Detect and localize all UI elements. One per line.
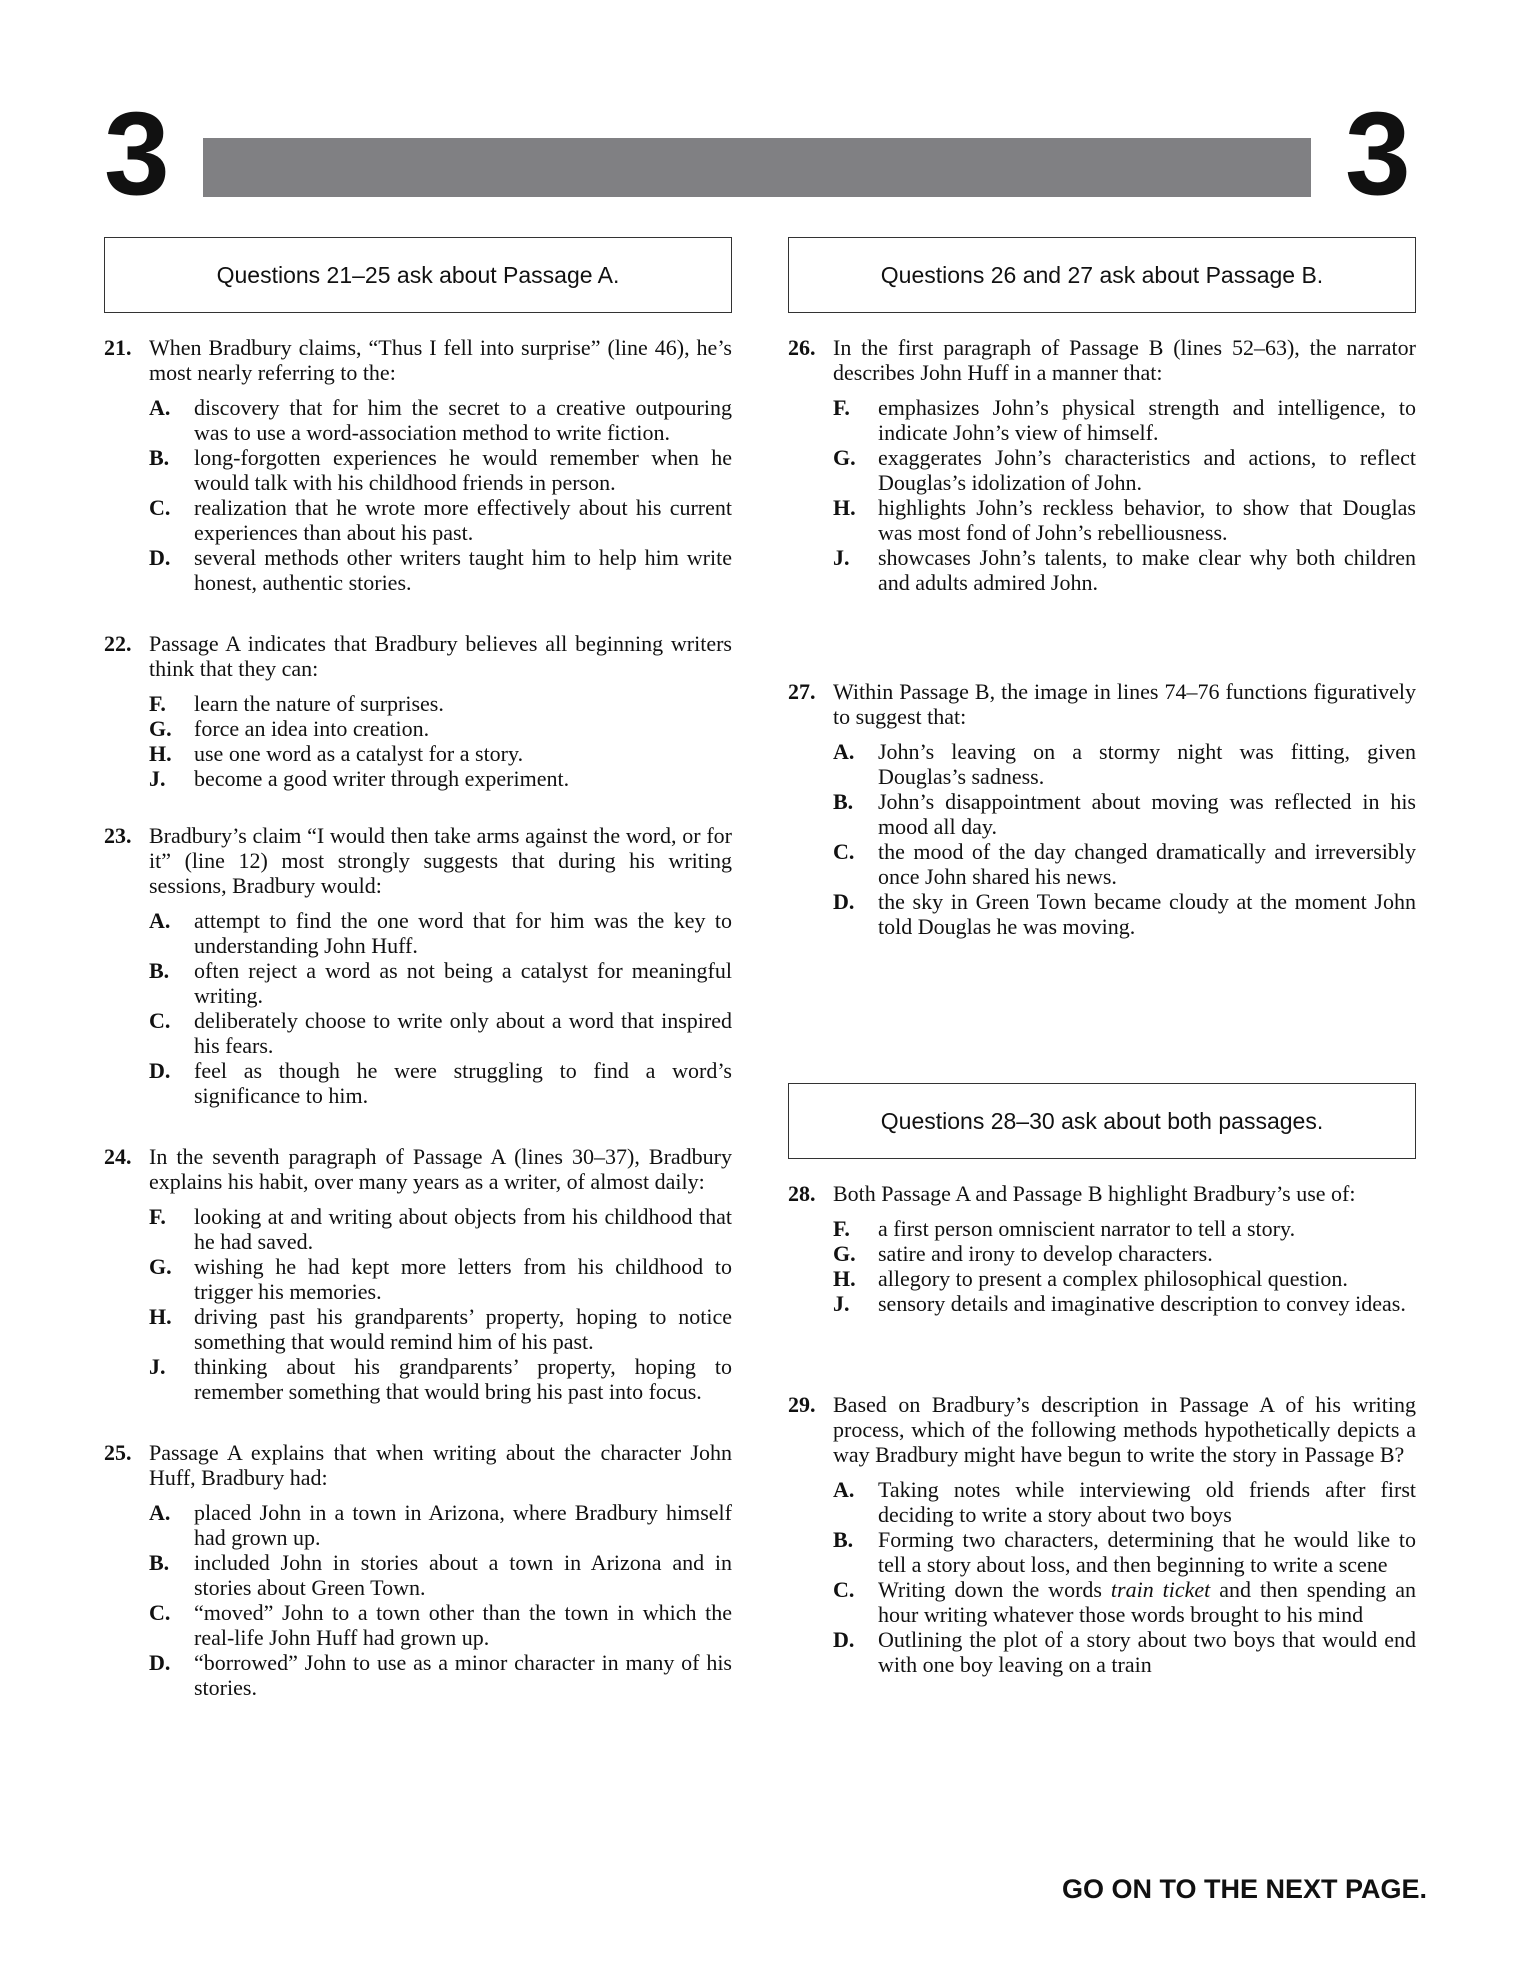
option-letter: B. (833, 1527, 854, 1552)
answer-option[interactable] (149, 1550, 732, 1600)
option-letter: A. (833, 1477, 855, 1502)
option-letter: H. (833, 1266, 856, 1291)
question-number: 27. (788, 679, 816, 704)
option-letter: C. (833, 839, 855, 864)
option-text: Forming two characters, determining that he would like to tell a story about loss, and then beginning to write a scene (878, 1527, 1416, 1577)
answer-option[interactable] (149, 766, 732, 791)
option-text: feel as though he were struggling to find a word’s significance to him. (194, 1058, 732, 1108)
option-text: use one word as a catalyst for a story. (194, 741, 524, 766)
option-text: wishing he had kept more letters from his childhood to trigger his memories. (194, 1254, 732, 1304)
option-letter: G. (149, 1254, 172, 1279)
option-text: become a good writer through experiment. (194, 766, 570, 791)
option-letter: B. (149, 958, 170, 983)
question-stem: Within Passage B, the image in lines 74–76 functions figuratively to suggest that: (833, 679, 1416, 729)
option-text: discovery that for him the secret to a creative outpouring was to use a word-association method to write fiction. (194, 395, 732, 445)
option-text: the sky in Green Town became cloudy at the moment John told Douglas he was moving. (878, 889, 1416, 939)
option-text: John’s disappointment about moving was reflected in his mood all day. (878, 789, 1416, 839)
option-letter: J. (149, 766, 166, 791)
option-letter: H. (833, 495, 856, 520)
question-26 (788, 335, 1416, 595)
question-number: 26. (788, 335, 816, 360)
passage-a-instructions-box: Questions 21–25 ask about Passage A. (104, 237, 732, 313)
answer-option[interactable] (149, 958, 732, 1008)
answer-option[interactable] (833, 395, 1416, 445)
answer-option[interactable] (833, 1216, 1416, 1241)
question-number: 21. (104, 335, 132, 360)
answer-option[interactable] (833, 495, 1416, 545)
option-letter: A. (149, 908, 171, 933)
option-text (878, 1577, 1416, 1627)
option-letter: B. (149, 1550, 170, 1575)
answer-option[interactable] (149, 1600, 732, 1650)
option-letter: F. (149, 691, 166, 716)
answer-option[interactable] (833, 889, 1416, 939)
passage-b-instructions-box: Questions 26 and 27 ask about Passage B. (788, 237, 1416, 313)
section-number-left: 3 (104, 88, 170, 220)
option-letter: F. (833, 395, 850, 420)
option-letter: A. (149, 395, 171, 420)
answer-option[interactable] (149, 1354, 732, 1404)
option-text: Outlining the plot of a story about two boys that would end with one boy leaving on a train (878, 1627, 1416, 1677)
answer-option[interactable] (149, 1204, 732, 1254)
option-text: a first person omniscient narrator to tell a story. (878, 1216, 1296, 1241)
question-23 (104, 823, 732, 1108)
option-text: Taking notes while interviewing old friends after first deciding to write a story about two boys (878, 1477, 1416, 1527)
answer-option[interactable] (149, 445, 732, 495)
answer-option[interactable] (833, 1241, 1416, 1266)
answer-option[interactable] (833, 1627, 1416, 1677)
option-letter: D. (149, 1650, 171, 1675)
option-letter: H. (149, 1304, 172, 1329)
option-letter: G. (149, 716, 172, 741)
option-letter: C. (149, 1600, 171, 1625)
question-stem: In the first paragraph of Passage B (lines 52–63), the narrator describes John Huff in a manner that: (833, 335, 1416, 385)
question-number: 28. (788, 1181, 816, 1206)
option-text: looking at and writing about objects from his childhood that he had saved. (194, 1204, 732, 1254)
answer-option[interactable] (149, 716, 732, 741)
answer-option[interactable] (833, 839, 1416, 889)
question-stem: Both Passage A and Passage B highlight Bradbury’s use of: (833, 1181, 1356, 1206)
answer-option[interactable] (833, 545, 1416, 595)
option-text: attempt to find the one word that for him was the key to understanding John Huff. (194, 908, 732, 958)
answer-option[interactable] (833, 789, 1416, 839)
right-column (788, 237, 1416, 1677)
option-letter: J. (833, 1291, 850, 1316)
answer-option[interactable] (149, 741, 732, 766)
option-text: the mood of the day changed dramatically and irreversibly once John shared his news. (878, 839, 1416, 889)
question-stem: Based on Bradbury’s description in Passage A of his writing process, which of the following methods hypothetically depicts a way Bradbury might have begun to write the story in Passage B? (833, 1392, 1416, 1467)
question-number: 23. (104, 823, 132, 848)
answer-option[interactable] (149, 1058, 732, 1108)
question-number: 25. (104, 1440, 132, 1465)
option-text: emphasizes John’s physical strength and intelligence, to indicate John’s view of himself. (878, 395, 1416, 445)
option-text: realization that he wrote more effectively about his current experiences than about his past. (194, 495, 732, 545)
option-text-italic: train ticket (1110, 1577, 1211, 1602)
question-stem: In the seventh paragraph of Passage A (lines 30–37), Bradbury explains his habit, over many years as a writer, of almost daily: (149, 1144, 732, 1194)
answer-option[interactable] (149, 908, 732, 958)
answer-option[interactable] (149, 1650, 732, 1700)
answer-option[interactable] (833, 1477, 1416, 1527)
answer-option[interactable] (833, 1527, 1416, 1577)
question-22 (104, 631, 732, 791)
option-letter: H. (149, 741, 172, 766)
option-text: John’s leaving on a stormy night was fitting, given Douglas’s sadness. (878, 739, 1416, 789)
option-text: sensory details and imaginative description to convey ideas. (878, 1291, 1406, 1316)
option-letter: A. (149, 1500, 171, 1525)
option-letter: G. (833, 1241, 856, 1266)
question-28 (788, 1181, 1416, 1316)
question-25 (104, 1440, 732, 1700)
option-text: driving past his grandparents’ property, hoping to notice something that would remind him of his past. (194, 1304, 732, 1354)
both-passages-instructions-box: Questions 28–30 ask about both passages. (788, 1083, 1416, 1159)
answer-option[interactable] (149, 1254, 732, 1304)
answer-option[interactable] (149, 1304, 732, 1354)
option-text: learn the nature of surprises. (194, 691, 444, 716)
option-text: thinking about his grandparents’ property, hoping to remember something that would bring his past into focus. (194, 1354, 732, 1404)
option-text: long-forgotten experiences he would remember when he would talk with his childhood friends in person. (194, 445, 732, 495)
answer-option[interactable] (833, 739, 1416, 789)
option-letter: D. (149, 1058, 171, 1083)
option-letter: D. (833, 1627, 855, 1652)
option-text-start: Writing down the words (878, 1577, 1111, 1602)
option-text: several methods other writers taught him to help him write honest, authentic stories. (194, 545, 732, 595)
option-letter: F. (149, 1204, 166, 1229)
option-letter: B. (149, 445, 170, 470)
answer-option[interactable] (833, 1266, 1416, 1291)
answer-option[interactable] (149, 1500, 732, 1550)
option-text: often reject a word as not being a catalyst for meaningful writing. (194, 958, 732, 1008)
answer-option[interactable] (149, 495, 732, 545)
answer-option[interactable] (149, 395, 732, 445)
question-29 (788, 1392, 1416, 1677)
option-text: showcases John’s talents, to make clear why both children and adults admired John. (878, 545, 1416, 595)
header-bar (203, 138, 1311, 197)
section-number-right: 3 (1345, 88, 1411, 220)
option-text: highlights John’s reckless behavior, to show that Douglas was most fond of John’s rebelliousness. (878, 495, 1416, 545)
option-letter: D. (149, 545, 171, 570)
answer-option[interactable] (149, 691, 732, 716)
question-stem: When Bradbury claims, “Thus I fell into surprise” (line 46), he’s most nearly referring to the: (149, 335, 732, 385)
answer-option[interactable] (833, 1291, 1416, 1316)
question-27 (788, 679, 1416, 939)
answer-option[interactable] (149, 1008, 732, 1058)
option-letter: B. (833, 789, 854, 814)
option-letter: J. (149, 1354, 166, 1379)
question-stem: Passage A explains that when writing about the character John Huff, Bradbury had: (149, 1440, 732, 1490)
go-on-footer: GO ON TO THE NEXT PAGE. (1061, 1874, 1427, 1904)
question-stem: Passage A indicates that Bradbury believes all beginning writers think that they can: (149, 631, 732, 681)
option-letter: C. (149, 495, 171, 520)
question-stem: Bradbury’s claim “I would then take arms against the word, or for it” (line 12) most strongly suggests that during his writing sessions, Bradbury would: (149, 823, 732, 898)
option-letter: F. (833, 1216, 850, 1241)
option-letter: C. (833, 1577, 855, 1602)
left-column (104, 237, 732, 1700)
option-letter: A. (833, 739, 855, 764)
question-number: 24. (104, 1144, 132, 1169)
option-text: force an idea into creation. (194, 716, 430, 741)
answer-option[interactable] (833, 1577, 1416, 1627)
answer-option[interactable] (149, 545, 732, 595)
option-letter: J. (833, 545, 850, 570)
option-text: allegory to present a complex philosophical question. (878, 1266, 1348, 1291)
option-text: placed John in a town in Arizona, where Bradbury himself had grown up. (194, 1500, 732, 1550)
option-text: deliberately choose to write only about a word that inspired his fears. (194, 1008, 732, 1058)
option-text: included John in stories about a town in Arizona and in stories about Green Town. (194, 1550, 732, 1600)
question-number: 22. (104, 631, 132, 656)
option-text: satire and irony to develop characters. (878, 1241, 1213, 1266)
question-24 (104, 1144, 732, 1404)
option-letter: C. (149, 1008, 171, 1033)
option-text-end: and then spending an hour writing whatever those words brought to his mind (878, 1577, 1416, 1627)
question-number: 29. (788, 1392, 816, 1417)
option-letter: G. (833, 445, 856, 470)
option-text: “moved” John to a town other than the town in which the real-life John Huff had grown up. (194, 1600, 732, 1650)
question-21 (104, 335, 732, 595)
option-text: exaggerates John’s characteristics and actions, to reflect Douglas’s idolization of John. (878, 445, 1416, 495)
option-text: “borrowed” John to use as a minor character in many of his stories. (194, 1650, 732, 1700)
answer-option[interactable] (833, 445, 1416, 495)
option-letter: D. (833, 889, 855, 914)
